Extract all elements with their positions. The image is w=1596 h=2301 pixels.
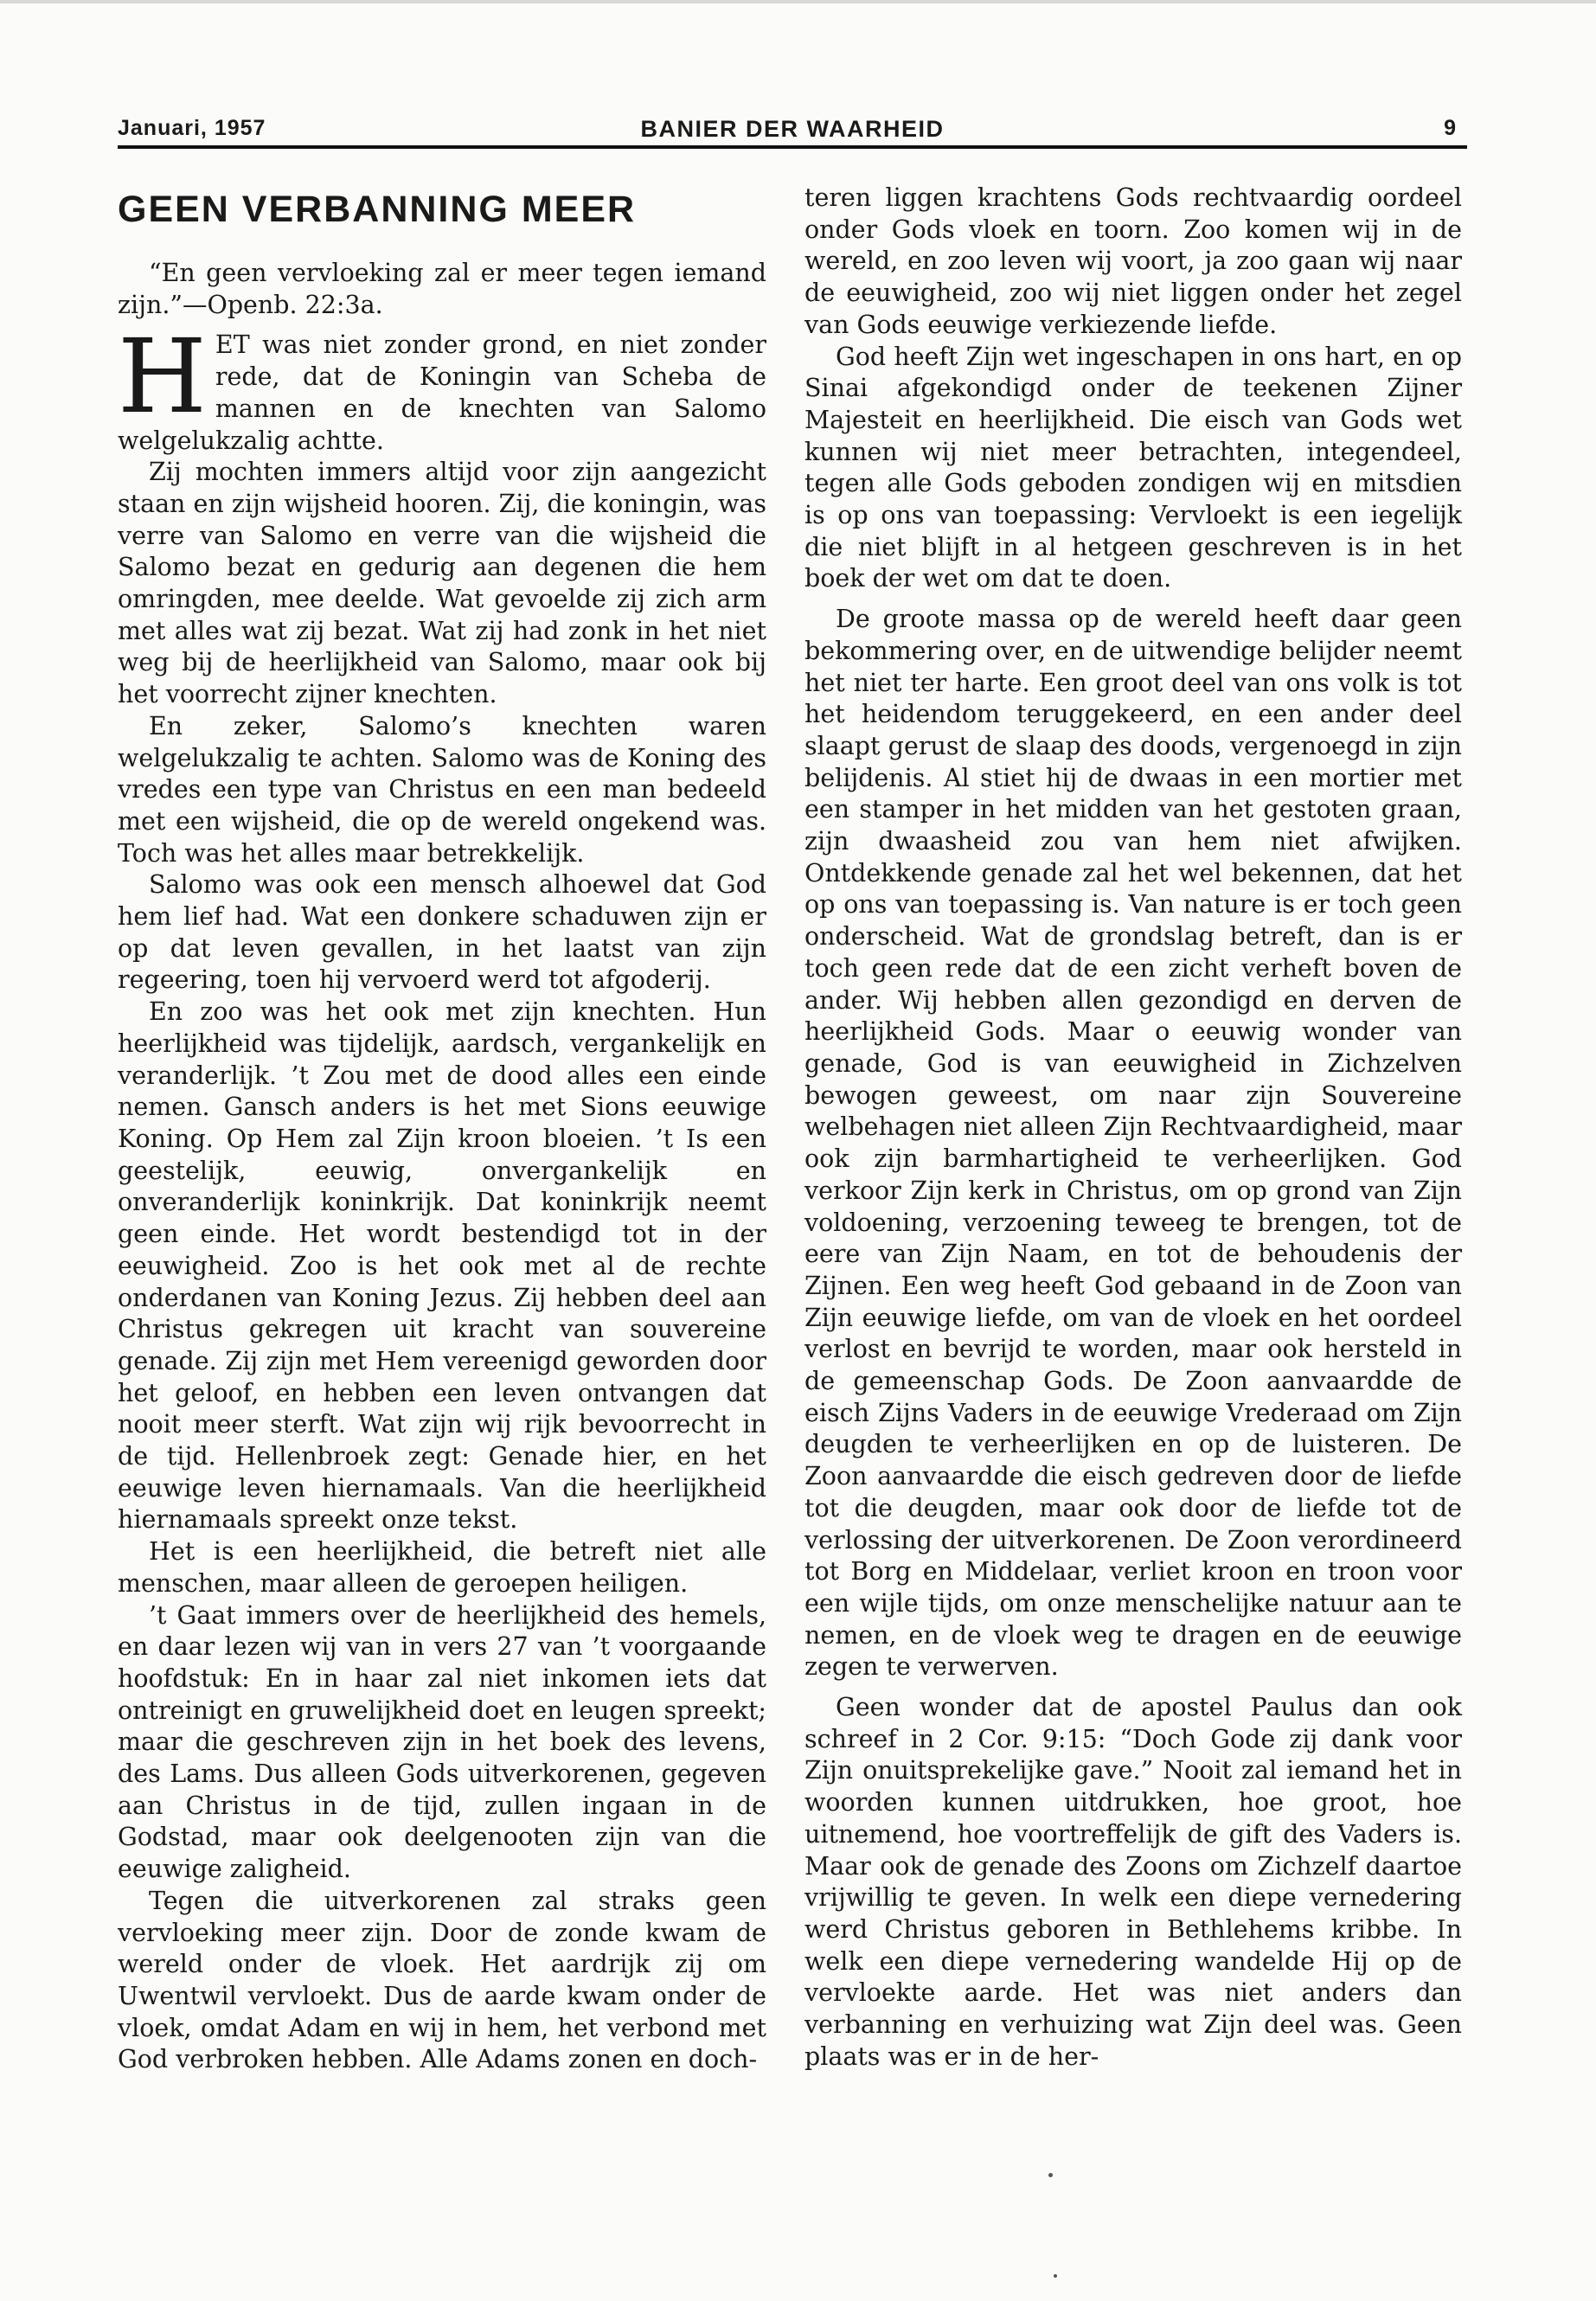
running-header	[118, 116, 1467, 149]
paragraph: Zij mochten immers altijd voor zijn aangezicht staan en zijn wijsheid hooren. Zij, die koningin, was verre van Salomo en verre van die wijsheid die Salomo bezat en gedurig aan degenen die hem omringden, mee deelde. Wat gevoelde zij zich arm met alles wat zij bezat. Wat zij had zonk in het niet weg bij de heerlijkheid van Salomo, maar ook bij het voorrecht zijner knechten.	[118, 458, 766, 709]
drop-cap: H	[118, 317, 207, 437]
paragraph: Het is een heerlijkheid, die betreft niet alle menschen, maar alleen de geroepen heiligen.	[118, 1537, 766, 1598]
epigraph: “En geen vervloeking zal er meer tegen iemand zijn.”—Openb. 22:3a.	[118, 259, 766, 319]
paragraph: Salomo was ook een mensch alhoewel dat God hem lief had. Wat een donkere schaduwen zijn er op dat leven gevallen, in het laatst van zijn regeering, toen hij vervoerd werd tot afgoderij.	[118, 870, 766, 995]
opening-paragraph	[118, 317, 766, 457]
article-title: GEEN VERBANNING MEER	[118, 189, 637, 230]
issue-date: Januari, 1957	[118, 116, 266, 140]
paragraph: En zoo was het ook met zijn knechten. Hun heerlijkheid was tijdelijk, aardsch, vergankelijk en veranderlijk. ’t Zou met de dood alles een einde nemen. Gansch anders is het met Sions eeuwige Koning. Op Hem zal Zijn kroon bloeien. ’t Is een geestelijk, eeuwig, onvergankelijk en onveranderlijk koninkrijk. Dat koninkrijk neemt geen einde. Het wordt bestendigd tot in der eeuwigheid. Zoo is het ook met al de rechte onderdanen van Koning Jezus. Zij hebben deel aan Christus gekregen uit kracht van souvereine genade. Zij zijn met Hem vereenigd geworden door het geloof, en hebben een leven ontvangen dat nooit meer sterft. Wat zijn wij rijk bevoorrecht in de tijd. Hellenbroek zegt: Genade hier, en het eeuwige leven hiernamaals. Van die heerlijkheid hiernamaals spreekt onze tekst.	[118, 997, 766, 1535]
page-number: 9	[1444, 116, 1457, 140]
print-speck	[1048, 2173, 1053, 2177]
opening-text: ET was niet zonder grond, en niet zonder rede, dat de Koningin van Scheba de mannen en de knechten van Salomo welgelukzalig achtte.	[118, 330, 766, 455]
left-column	[118, 176, 766, 2076]
right-column	[804, 183, 1462, 2073]
paragraph: Geen wonder dat de apostel Paulus dan ook schreef in 2 Cor. 9:15: “Doch Gode zij dank voor Zijn onuitsprekelijke gave.” Nooit zal iemand het in woorden kunnen uitdrukken, hoe groot, hoe uitnemend, hoe voortreffelijk de gift des Vaders is. Maar ook de genade des Zoons om Zichzelf daartoe vrijwillig te geven. In welk een diepe vernedering werd Christus geboren in Bethlehems kribbe. In welk een diepe vernedering wandelde Hij op de vervloekte aarde. Het was niet anders dan verbanning en verhuizing wat Zijn deel was. Geen plaats was er in de her-	[804, 1693, 1462, 2071]
continuation-paragraph: teren liggen krachtens Gods rechtvaardig oordeel onder Gods vloek en toorn. Zoo komen wij in de wereld, en zoo leven wij voort, ja zoo gaan wij naar de eeuwigheid, zoo wij niet liggen onder het zegel van Gods eeuwige verkiezende liefde.	[804, 183, 1462, 339]
print-speck	[1054, 2274, 1057, 2278]
paragraph: Tegen die uitverkorenen zal straks geen vervloeking meer zijn. Door de zonde kwam de wereld onder de vloek. Het aardrijk zij om Uwentwil vervloekt. Dus de aarde kwam onder de vloek, omdat Adam en wij in hem, het verbond met God verbroken hebben. Alle Adams zonen en doch-	[118, 1886, 766, 2074]
paragraph: De groote massa op de wereld heeft daar geen bekommering over, en de uitwendige belijder neemt het niet ter harte. Een groot deel van ons volk is tot het heidendom teruggekeerd, en een ander deel slaapt gerust de slaap des doods, vergenoegd in zijn belijdenis. Al stiet hij de dwaas in een mortier met een stamper in het midden van het gestoten graan, zijn dwaasheid zou van hem niet afwijken. Ontdekkende genade zal het wel bekennen, dat het op ons van toepassing is. Van nature is er toch geen onderscheid. Wat de grondslag betreft, dan is er toch geen rede dat de een zicht verheft boven de ander. Wij hebben allen gezondigd en derven de heerlijkheid Gods. Maar o eeuwig wonder van genade, God is van eeuwigheid in Zichzelven bewogen geweest, om naar zijn Souvereine welbehagen niet alleen Zijn Rechtvaardigheid, maar ook zijn barmhartigheid te verheerlijken. God verkoor Zijn kerk in Christus, om op grond van Zijn voldoening, verzoening teweeg te brengen, tot de eere van Zijn Naam, en tot de behoudenis der Zijnen. Een weg heeft God gebaand in de Zoon van Zijn eeuwige liefde, om van de vloek en het oordeel verlost en bevrijd te worden, maar ook hersteld in de gemeenschap Gods. De Zoon aanvaardde de eisch Zijns Vaders in de eeuwige Vrederaad om Zijn deugden te verheerlijken en op de luisteren. De Zoon aanvaardde die eisch gedreven door de liefde tot die deugden, maar ook door de liefde tot de verlossing der uitverkorenen. De Zoon verordineerd tot Borg en Middelaar, verliet kroon en troon voor een wijle tijds, om onze menschelijke natuur aan te nemen, en de vloek weg te dragen en de eeuwige zegen te verwerven.	[804, 605, 1462, 1682]
paragraph: God heeft Zijn wet ingeschapen in ons hart, en op Sinai afgekondigd onder de teekenen Zijner Majesteit en heerlijkheid. Die eisch van Gods wet kunnen wij niet meer betrachten, integendeel, tegen alle Gods geboden zondigen wij en mitsdien is op ons van toepassing: Vervloekt is een iegelijk die niet blijft in al hetgeen geschreven is in het boek der wet om dat te doen.	[804, 342, 1462, 593]
paragraph: En zeker, Salomo’s knechten waren welgelukzalig te achten. Salomo was de Koning des vredes een type van Christus en een man bedeeld met een wijsheid, die op de wereld ongekend was. Toch was het alles maar betrekkelijk.	[118, 711, 766, 868]
publication-title: BANIER DER WAARHEID	[640, 116, 945, 142]
paragraph: ’t Gaat immers over de heerlijkheid des hemels, en daar lezen wij van in vers 27 van ’t voorgaande hoofdstuk: En in haar zal niet inkomen iets dat ontreinigt en gruwelijkheid doet en leugen spreekt; maar die geschreven zijn in het boek des levens, des Lams. Dus alleen Gods uitverkorenen, gegeven aan Christus in de tijd, zullen ingaan in de Godstad, maar ook deelgenooten zijn van die eeuwige zaligheid.	[118, 1600, 766, 1884]
